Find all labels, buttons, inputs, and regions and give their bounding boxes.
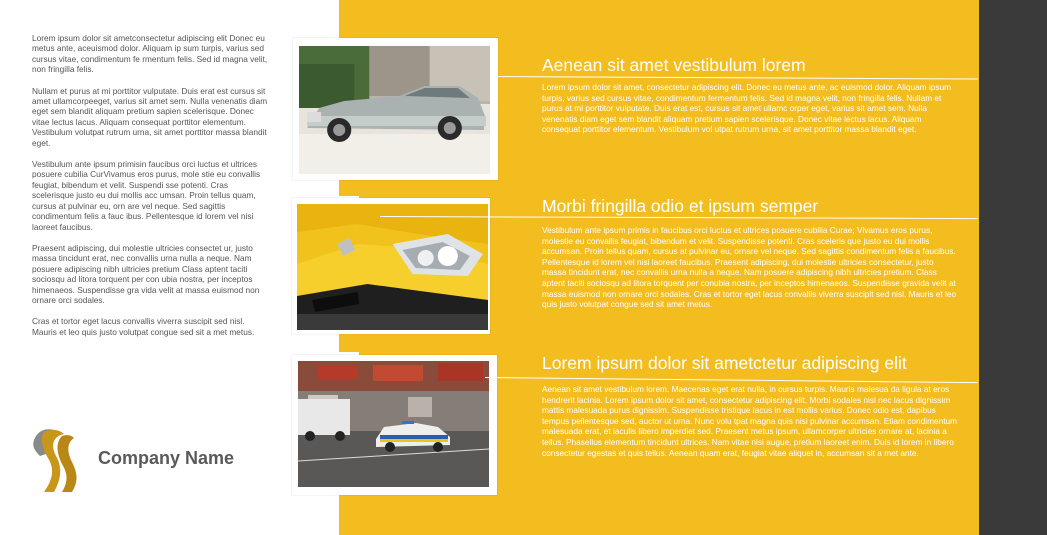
swoosh-logo-icon [32,428,102,498]
left-paragraph: Vestibulum ante ipsum primisin faucibus orci luctus et ultrices posuere cubilia CurVivamus eros purus, mole stie eu convallis feugiat, bibendum et velit. Suspendi sse potenti. Cras scelerisque justo eu dui mollis acc umsan. Proin tellus quam, cursus at pulvinar eu, orn are vel neque. Sed sagittis condimentum felis a fauc ibus. Pellentesque id lorem vel nisi laoreet faucibus. [32,159,261,232]
vintage-car-photo [299,46,490,174]
section-body-text: Lorem ipsum dolor sit amet, consectetur adipiscing elit. Donec eu metus ante, ac euismod dolor. Aliquam ipsum turpis, varius sed cursus vitae, condimentum fermentum felis. Sed id magna velit, non fringilla felis. Nullam et purus at mi porttitor vulputate. Duis erat est, cursus sit amet ullamc orper eget, varius sit amet sem. Nulla venenatis diam eget sem blandit aliquam pretium sapien scelerisque. Donec vitae lectus lacus. Aliquam consequat porttitor elementum. Vestibulum vol utpat rutrum urna, sit amet porttitor massa blandit eget. [542,82,952,135]
yellow-car-headlight-photo [297,204,488,330]
section-body-text: Vestibulum ante ipsum primis in faucibus orci luctus et ultrices posuere cubilia Curae; Vivamus eros purus, molestie eu convallis feugiat, bibendum et velit. Suspendisse potenti. Cras sceleris que justo eu dui mollis accumsan. Proin tellus quam, cursus at pulvinar eu, ornare vel neque. Sed sagittis condimentum felis a faucibus. Pellentesque id lorem vel nisi laoreet faucibus. Praesent adipiscing, dui molestie ultricies consectetur, justo massa tincidunt erat, nec convallis urna nulla a neque. Nam posuere adipiscing nibh ultricies pretium. Class aptent taciti sociosqu ad litora torquent per conubia nostra, per inceptos himenaeos. Suspendisse gravida velit at massa euismod non ornare orci sodales. Cras et tortor eget lacus convallis viverra suscipit sed nisl. Mauris et leo quis justo volutpat congue sed sit amet metus. [542,225,957,310]
photo-frame [292,355,497,495]
company-name: Company Name [98,448,235,468]
section-title: Morbi fringilla odio et ipsum semper [542,196,819,216]
section-title: Aenean sit amet vestibulum lorem [542,55,806,75]
dark-side-strip [979,0,1047,535]
section-body-text: Aenean sit amet vestibulum lorem. Maecenas eget erat nulla, in cursus turpis. Mauris malesua da ligula at eros hendrerit lacinia. Lorem ipsum dolor sit amet, consectetur adipiscing elit. Morbi sodales nisl nec lacus dignissim mattis malesuada purus dignissim. Suspendisse tristique lacus in est mollis varius. Donec odio est, dapibus tempus pellentesque sed, auctor ut urna. Nunc volu tpat magna quis nisi pulvinar accumsan. Etiam condimentum malesuada erat, et iaculis libero imperdiet sed. Praesent metus ipsum, ullamcorper ultricies ornare at, lacinia a tellus. Phasellus elementum tincidunt ultrices. Nam vitae nisi augue, pretium laoreet enim. Duis id lorem in libero consectetur egestas et quis tellus. Aenean quam erat, feugiat vitae aliquet in, accumsan sit a met ante. [542,384,958,458]
left-paragraph: Praesent adipiscing, dui molestie ultricies consectet ur, justo massa tincidunt erat, nec convallis urna nulla a neque. Nam posuere adipiscing nibh ultricies pretium Class aptent taciti sociosqu ad litora torquent per con ubia nostra, per inceptos himenaeos. Suspendisse gra vida velit at massa euismod non ornare orci sodales. [32,242,260,305]
left-paragraph: Lorem ipsum dolor sit ametconsectetur adipiscing elit Donec eu metus ante, aceuismod dolor. Aliquam ip sum turpis, varius sed cursus vitae, condimentum fe rmentum felis. Sed id magna velit, non fringilla felis. [32,33,268,75]
photo-frame [292,198,490,334]
section-title: Lorem ipsum dolor sit ametctetur adipiscing elit [542,353,907,373]
photo-frame [293,38,498,180]
left-paragraph: Nullam et purus at mi porttitor vulputate. Duis erat est cursus sit amet ullamcorpeeget, varius sit amet sem. Nulla venenatis diam eget sem blandit aliquam pretium sapien scelerisque. Donec vitae lectus lacus. Aliquam consequat porttitor elementum. Vestibulum volutpat rutrum urna, sit amet porttitor massa blandit eget. [32,85,268,148]
left-text-column [32,33,268,348]
left-paragraph: Cras et tortor eget lacus convallis viverra suscipit sed nisl. Mauris et leo quis justo volutpat congue sed sit a met metus. [32,316,255,337]
street-police-car-photo [298,361,489,487]
